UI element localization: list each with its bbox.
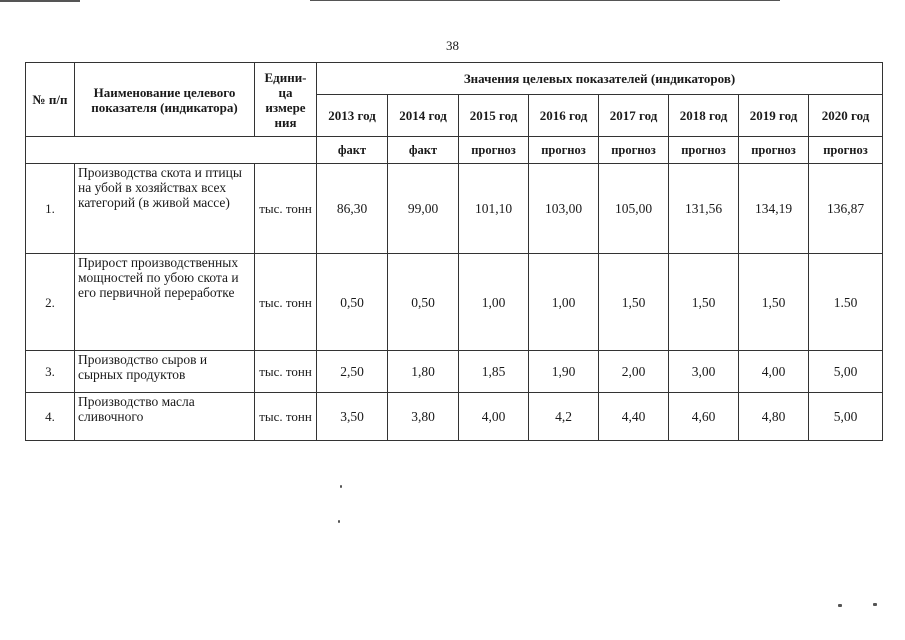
value-2015: 1,85 <box>459 351 529 393</box>
value-2016: 103,00 <box>529 164 599 254</box>
header-values-group: Значения целевых показателей (индикаторов) <box>317 63 883 95</box>
status-2014: факт <box>388 137 459 164</box>
value-2014: 1,80 <box>388 351 459 393</box>
value-2018: 4,60 <box>669 393 739 441</box>
value-2013: 3,50 <box>317 393 388 441</box>
value-2017: 1,50 <box>599 254 669 351</box>
value-2018: 1,50 <box>669 254 739 351</box>
header-unit: Едини- ца измере ния <box>255 63 317 137</box>
year-2016: 2016 год <box>529 95 599 137</box>
scan-speck <box>838 604 842 607</box>
value-2019: 134,19 <box>739 164 809 254</box>
value-2018: 131,56 <box>669 164 739 254</box>
indicator-name: Прирост производственных мощностей по убою скота и его первичной переработке <box>75 254 255 351</box>
value-2015: 101,10 <box>459 164 529 254</box>
status-2015: прогноз <box>459 137 529 164</box>
indicator-name: Производство сыров и сырных продуктов <box>75 351 255 393</box>
scan-top-line-left <box>0 0 80 2</box>
year-2019: 2019 год <box>739 95 809 137</box>
value-2013: 2,50 <box>317 351 388 393</box>
indicator-name: Производства скота и птицы на убой в хозяйствах всех категорий (в живой массе) <box>75 164 255 254</box>
value-2020: 5,00 <box>809 393 883 441</box>
year-2020: 2020 год <box>809 95 883 137</box>
header-name: Наименование целевого показателя (индикатора) <box>75 63 255 137</box>
header-number: № п/п <box>26 63 75 137</box>
scan-speck <box>338 520 340 523</box>
table-row <box>26 351 883 393</box>
scan-top-line-right <box>310 0 780 1</box>
value-2015: 4,00 <box>459 393 529 441</box>
value-2014: 3,80 <box>388 393 459 441</box>
value-2014: 0,50 <box>388 254 459 351</box>
value-2016: 4,2 <box>529 393 599 441</box>
row-number: 1. <box>26 164 75 254</box>
value-2020: 5,00 <box>809 351 883 393</box>
row-number: 4. <box>26 393 75 441</box>
value-2014: 99,00 <box>388 164 459 254</box>
value-2019: 4,80 <box>739 393 809 441</box>
value-2018: 3,00 <box>669 351 739 393</box>
table-row <box>26 164 883 254</box>
indicator-unit: тыс. тонн <box>255 254 317 351</box>
value-2020: 1.50 <box>809 254 883 351</box>
value-2013: 86,30 <box>317 164 388 254</box>
table-row <box>26 254 883 351</box>
value-2017: 4,40 <box>599 393 669 441</box>
value-2016: 1,90 <box>529 351 599 393</box>
scan-speck <box>873 603 877 606</box>
value-2017: 105,00 <box>599 164 669 254</box>
status-2020: прогноз <box>809 137 883 164</box>
indicators-table <box>25 62 883 441</box>
year-2014: 2014 год <box>388 95 459 137</box>
row-number: 3. <box>26 351 75 393</box>
year-2017: 2017 год <box>599 95 669 137</box>
value-2020: 136,87 <box>809 164 883 254</box>
value-2013: 0,50 <box>317 254 388 351</box>
value-2016: 1,00 <box>529 254 599 351</box>
status-2013: факт <box>317 137 388 164</box>
table-row <box>26 393 883 441</box>
indicator-name: Производство масла сливочного <box>75 393 255 441</box>
value-2017: 2,00 <box>599 351 669 393</box>
row-number: 2. <box>26 254 75 351</box>
value-2019: 1,50 <box>739 254 809 351</box>
status-2019: прогноз <box>739 137 809 164</box>
value-2019: 4,00 <box>739 351 809 393</box>
status-row-blank <box>26 137 317 164</box>
indicator-unit: тыс. тонн <box>255 164 317 254</box>
indicator-unit: тыс. тонн <box>255 351 317 393</box>
year-2018: 2018 год <box>669 95 739 137</box>
indicator-unit: тыс. тонн <box>255 393 317 441</box>
year-2015: 2015 год <box>459 95 529 137</box>
status-2016: прогноз <box>529 137 599 164</box>
scan-speck <box>340 485 342 488</box>
status-2018: прогноз <box>669 137 739 164</box>
page-number: 38 <box>446 38 459 53</box>
status-2017: прогноз <box>599 137 669 164</box>
value-2015: 1,00 <box>459 254 529 351</box>
year-2013: 2013 год <box>317 95 388 137</box>
